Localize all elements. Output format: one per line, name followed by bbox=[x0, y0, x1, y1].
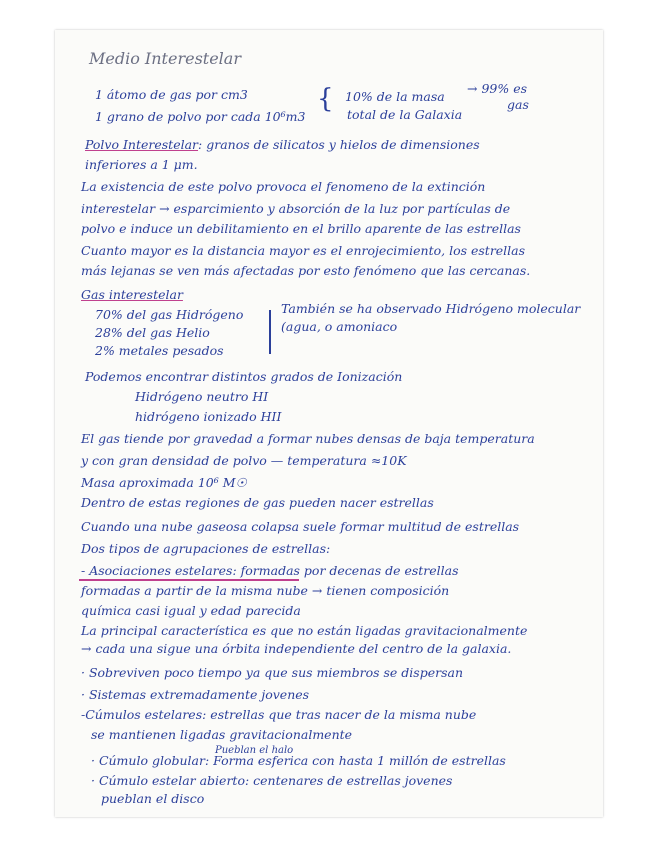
ionization-intro: Podemos encontrar distintos grados de Ionización bbox=[85, 369, 403, 384]
mass-line: Masa aproximada 10⁶ M☉ bbox=[81, 475, 247, 490]
asoc-line-1: - Asociaciones estelares: formadas por decenas de estrellas bbox=[81, 563, 459, 578]
notebook-page bbox=[55, 30, 603, 817]
gas-percent-text-2: gas bbox=[507, 97, 529, 112]
polvo-line-2: inferiores a 1 μm. bbox=[85, 157, 198, 172]
abierto-line: · Cúmulo estelar abierto: centenares de estrellas jovenes bbox=[91, 773, 453, 788]
hydrogen-neutral: Hidrógeno neutro HI bbox=[135, 389, 269, 404]
asoc-line-3: química casi igual y edad parecida bbox=[81, 603, 301, 618]
divider-line bbox=[269, 310, 271, 354]
brace-icon: { bbox=[317, 84, 334, 114]
molecular-1: También se ha observado Hidrógeno molecular bbox=[281, 301, 581, 316]
cumulos-line-2: se mantienen ligadas gravitacionalmente bbox=[91, 727, 353, 742]
asoc-line-6: · Sobreviven poco tiempo ya que sus miembros se dispersan bbox=[81, 665, 464, 680]
asoc-line-2: formadas a partir de la misma nube → tienen composición bbox=[81, 583, 450, 598]
two-types-line: Dos tipos de agrupaciones de estrellas: bbox=[81, 541, 331, 556]
gas-comp-2: 28% del gas Helio bbox=[95, 325, 210, 340]
asoc-line-4: La principal característica es que no están ligadas gravitacionalmente bbox=[81, 623, 528, 638]
gas-ratio-text: 1 átomo de gas por cm3 bbox=[95, 87, 248, 102]
dust-ratio-text: 1 grano de polvo por cada 10⁶m3 bbox=[95, 109, 306, 124]
cumulos-line-1: -Cúmulos estelares: estrellas que tras nacer de la misma nube bbox=[81, 707, 477, 722]
cloud-line-1: El gas tiende por gravedad a formar nubes densas de baja temperatura bbox=[81, 431, 535, 446]
polvo-line-3: La existencia de este polvo provoca el fenomeno de la extinción bbox=[81, 179, 486, 194]
polvo-line-1: Polvo Interestelar: granos de silicatos y hielos de dimensiones bbox=[85, 137, 480, 152]
birth-line: Dentro de estas regiones de gas pueden nacer estrellas bbox=[81, 495, 434, 510]
molecular-2: (agua, o amoniaco bbox=[281, 319, 398, 334]
globular-line: · Cúmulo globular: Forma esferica con hasta 1 millón de estrellas bbox=[91, 753, 506, 768]
mass-text-2: total de la Galaxia bbox=[347, 107, 463, 122]
polvo-line-7: más lejanas se ven más afectadas por esto fenómeno que las cercanas. bbox=[81, 263, 531, 278]
globular-note: Pueblan el halo bbox=[215, 745, 294, 756]
gas-heading: Gas interestelar bbox=[81, 287, 183, 302]
mass-text: 10% de la masa bbox=[345, 89, 445, 104]
hydrogen-ionized: hidrógeno ionizado HII bbox=[135, 409, 282, 424]
polvo-line-4: interestelar → esparcimiento y absorción de la luz por partículas de bbox=[81, 201, 511, 216]
cloud-line-2: y con gran densidad de polvo — temperatura ≈10K bbox=[81, 453, 407, 468]
underline-mark bbox=[79, 579, 299, 581]
polvo-line-6: Cuanto mayor es la distancia mayor es el enrojecimiento, los estrellas bbox=[81, 243, 526, 258]
gas-comp-1: 70% del gas Hidrógeno bbox=[95, 307, 244, 322]
polvo-heading: Polvo Interestelar bbox=[85, 137, 199, 152]
page-title: Medio Interestelar bbox=[89, 49, 241, 68]
gas-comp-3: 2% metales pesados bbox=[95, 343, 224, 358]
asoc-line-7: · Sistemas extremadamente jovenes bbox=[81, 687, 310, 702]
polvo-line-5: polvo e induce un debilitamiento en el brillo aparente de las estrellas bbox=[81, 221, 521, 236]
gas-percent-text: → 99% es bbox=[467, 81, 528, 96]
collapse-line: Cuando una nube gaseosa colapsa suele formar multitud de estrellas bbox=[81, 519, 520, 534]
asoc-heading: - Asociaciones estelares bbox=[81, 563, 233, 578]
asoc-line-5: → cada una sigue una órbita independiente del centro de la galaxia. bbox=[81, 641, 512, 656]
abierto-line-2: pueblan el disco bbox=[101, 791, 205, 806]
